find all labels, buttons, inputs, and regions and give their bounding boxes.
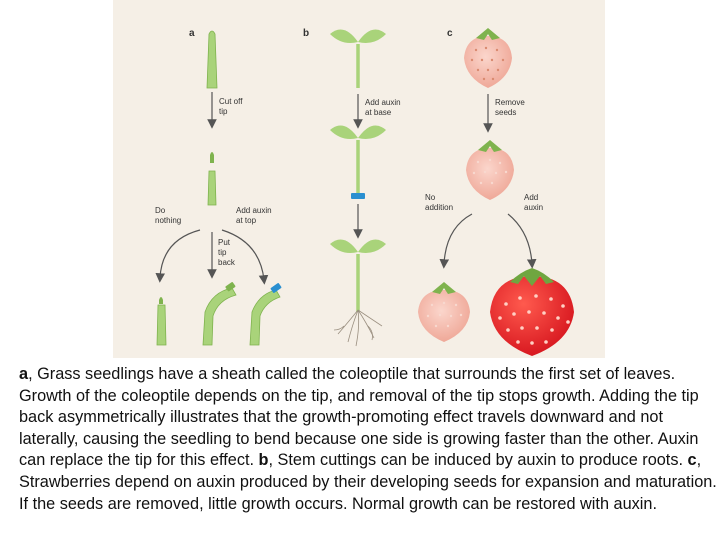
label-tip: tip <box>219 107 228 116</box>
label-nothing: nothing <box>155 216 182 225</box>
label-back: back <box>218 258 235 267</box>
label-tip-2: tip <box>218 248 227 257</box>
figure-caption <box>19 364 719 515</box>
label-auxin: auxin <box>524 203 544 212</box>
caption-letter-a: a <box>19 365 29 383</box>
caption-text-b: , Stem cuttings can be induced by auxin to produce roots. <box>268 451 688 470</box>
caption-letter-b: b <box>258 451 269 470</box>
panel-c-letter: c <box>447 28 453 39</box>
coleoptile-intact <box>207 31 217 88</box>
label-add-auxin: Add auxin <box>236 206 272 215</box>
panel-a-letter: a <box>189 28 195 39</box>
label-do: Do <box>155 206 166 215</box>
label-no: No <box>425 193 436 202</box>
label-add-auxin-b: Add auxin <box>365 98 401 107</box>
coleoptile-cut <box>208 171 216 205</box>
label-at-base: at base <box>365 108 392 117</box>
auxin-block-base <box>351 193 365 199</box>
label-cut-off: Cut off <box>219 97 243 106</box>
label-put: Put <box>218 238 231 247</box>
detached-tip <box>210 152 214 163</box>
caption-letter-c: c <box>687 451 697 470</box>
label-remove: Remove <box>495 98 525 107</box>
panel-b-letter: b <box>303 28 310 39</box>
label-addition: addition <box>425 203 454 212</box>
label-seeds: seeds <box>495 108 517 117</box>
caption-text-c: , Strawberries depend on auxin produced by their developing seeds for expansion and maturation. If the seeds are removed, little growth occurs. Normal growth can be restored with auxin. <box>19 451 717 513</box>
label-add: Add <box>524 193 539 202</box>
caption-text-a: , Grass seedlings have a sheath called the coleoptile that surrounds the first set of leaves. Growth of the coleoptile depends on the tip, and removal of the tip stops growth. Adding the tip back asymmetrically illustrates that the growth-promoting effect travels downward and not laterally, causing the seedling to bend because one side is growing faster than the other. Auxin can replace the tip for this effect. <box>19 365 699 470</box>
result-no-growth <box>157 305 166 345</box>
label-at-top: at top <box>236 216 257 225</box>
